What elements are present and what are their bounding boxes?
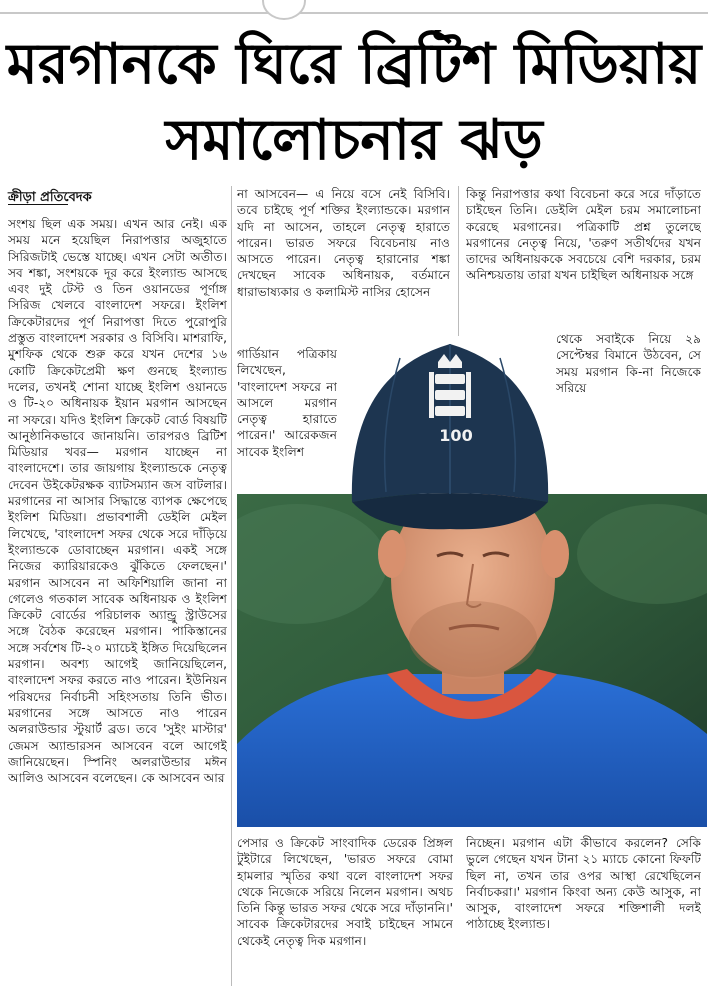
article-column-5: নিচ্ছেন। মরগান এটা কীভাবে করলেন? সেকি ভুলে গেছেন যখন টানা ২১ ম্যাচে কোনো ফিফটি ছিল না, তখন তার ওপর আস্থা রেখেছিলেন নির্বাচকরা।' মরগান কিংবা অন্য কেউ আসুক, না আসুক, বাংলাদেশ সফরে শক্তিশালী দলই পাঠাচ্ছে ইংল্যান্ড। [466,836,701,932]
byline: ক্রীড়া প্রতিবেদক [8,190,92,205]
article-column-2: না আসবেন— এ নিয়ে বসে নেই বিসিবি। তবে চাইছে পূর্ণ শক্তির ইংল্যান্ডকে। মরগান যদি না আসেন, তাহলে নেতৃত্ব হারাতে পারেন। ভারত সফরে বিবেচনায় নাও আসতে পারেন। নেতৃত্ব হারানোর শঙ্কা দেখছেন সাবেক অধিনায়ক, বর্তমানে ধারাভাষ্যকার ও কলামিস্ট নাসির হোসেন [237,187,450,299]
cap-badge-number: 100 [439,426,473,445]
byline-underline [8,204,68,205]
article-column-1: সংশয় ছিল এক সময়। এখন আর নেই। এক সময় মনে হয়েছিল নিরাপত্তার অজুহাতে সিরিজটাই ভেস্তে যাচ্ছে। এখন সেটা অতীত। সব শঙ্কা, সংশয়কে দূর করে ইংল্যান্ড আসছে এবং দুই টেস্ট ও তিন ওয়ানডের পূর্ণাঙ্গ সিরিজ খেলবে বাংলাদেশ সফরে। ইংলিশ ক্রিকেটারদের পূর্ণ নিরাপত্তা দিতে পুরোপুরি প্রস্তুত বাংলাদেশ সরকার ও বিসিবি। মাশরাফি, মুশফিক থেকে শুরু করে যখন দেশের ১৬ কোটি ক্রিকেটপ্রেমী ক্ষণ গুনছে ইংল্যান্ড দলের, তখনই শোনা যাচ্ছে ইংলিশ ওয়ানডে ও টি-২০ অধিনায়ক ইয়ান মরগান আসছেন না সফরে। যদিও ইংলিশ ক্রিকেট বোর্ড বিষয়টি আনুষ্ঠানিকভাবে জানায়নি। তারপরও ব্রিটিশ মিডিয়ার খবর— মরগান যাচ্ছেন না বাংলাদেশে। তার জায়গায় ইংল্যান্ডকে নেতৃত্ব দেবেন উইকেটরক্ষক ব্যাটসম্যান জস বাটলার। মরগানের না আসার সিদ্ধান্তে ব্যাপক ক্ষেপেছে ইংলিশ মিডিয়া। প্রভাবশালী ডেইলি মেইল লিখেছে, 'বাংলাদেশ সফর থেকে সরে দাঁড়িয়ে ইংল্যান্ডকে ডোবাচ্ছেন মরগান। একই সঙ্গে নিজের ক্যারিয়ারকেও ঝুঁকিতে ফেলছেন।' মরগান আসবেন না অফিশিয়ালি জানা না গেলেও গতকাল সাবেক অধিনায়ক ও ইংলিশ ক্রিকেট বোর্ডের পরিচালক অ্যান্ড্রু স্ট্রাউসের সঙ্গে বৈঠক করেছেন মরগান। পাকিস্তানের সঙ্গে সর্বশেষ টি-২০ ম্যাচেই ইঙ্গিত দিয়েছিলেন মরগান। অবশ্য আগেই জানিয়েছিলেন, বাংলাদেশ সফর করতে নাও পারেন। ইউনিয়ন পরিষদের নির্বাচনী সহিংসতায় তিনি ভীত। মরগানের সঙ্গে আসতে নাও পারেন অলরাউন্ডার স্টুয়ার্ট ব্রড। তবে 'সুইং মাস্টার' জেমস অ্যান্ডারসন আসবেন বলে আগেই জানিয়েছেন। স্পিনিং অলরাউন্ডার মঈন আলিও আসবেন বলেছেন। কে আসবেন আর [8,217,227,786]
column-rule-2 [458,186,459,336]
top-ornament [262,0,306,20]
column-rule-1 [231,186,232,986]
article-column-3-wrap: থেকে সবাইকে নিয়ে ২৯ সেপ্টেম্বর বিমানে উঠবেন, সে সময় মরগান কি-না নিজেকে সরিয়ে [556,332,701,395]
article-column-4: পেসার ও ক্রিকেট সাংবাদিক ডেরেক প্রিঙ্গল টুইটারে লিখেছেন, 'ভারত সফরে বোমা হামলার স্মৃতির কথা বলে বাংলাদেশ সফর থেকে নিজেকে সরিয়ে নিলেন মরগান। অথচ তিনি কিন্তু ভারত সফর থেকে সরে দাঁড়াননি।' সাবেক ক্রিকেটারদের সবাই চাইছেন সামনে থেকেই নেতৃত্ব দিক মরগান। [237,836,453,948]
headline-line-2: সমালোচনার ঝড় [165,108,543,173]
cap-graphic [340,334,560,534]
article-column-3: কিন্তু নিরাপত্তার কথা বিবেচনা করে সরে দাঁড়াতে চাইছেন তিনি। ডেইলি মেইল চরম সমালোচনা করেছে মরগানের। পত্রিকাটি প্রশ্ন তুলেছে মরগানের নেতৃত্ব নিয়ে, 'তরুণ সতীর্থদের যখন তাদের অধিনায়ককে সবচেয়ে বেশি দরকার, চরম অনিশ্চয়তায় তারা যখন চাইছিল অধিনায়ক সঙ্গে [466,187,701,283]
headline-line-1: মরগানকে ঘিরে ব্রিটিশ মিডিয়ায় [6,32,702,97]
article-column-2-wrap: গার্ডিয়ান পত্রিকায় লিখেছেন, 'বাংলাদেশ সফরে না আসলে মরগান নেতৃত্ব হারাতে পারেন।' আরেকজন সাবেক ইংলিশ [237,347,337,459]
player-photo [237,494,707,827]
top-rule [0,12,708,14]
